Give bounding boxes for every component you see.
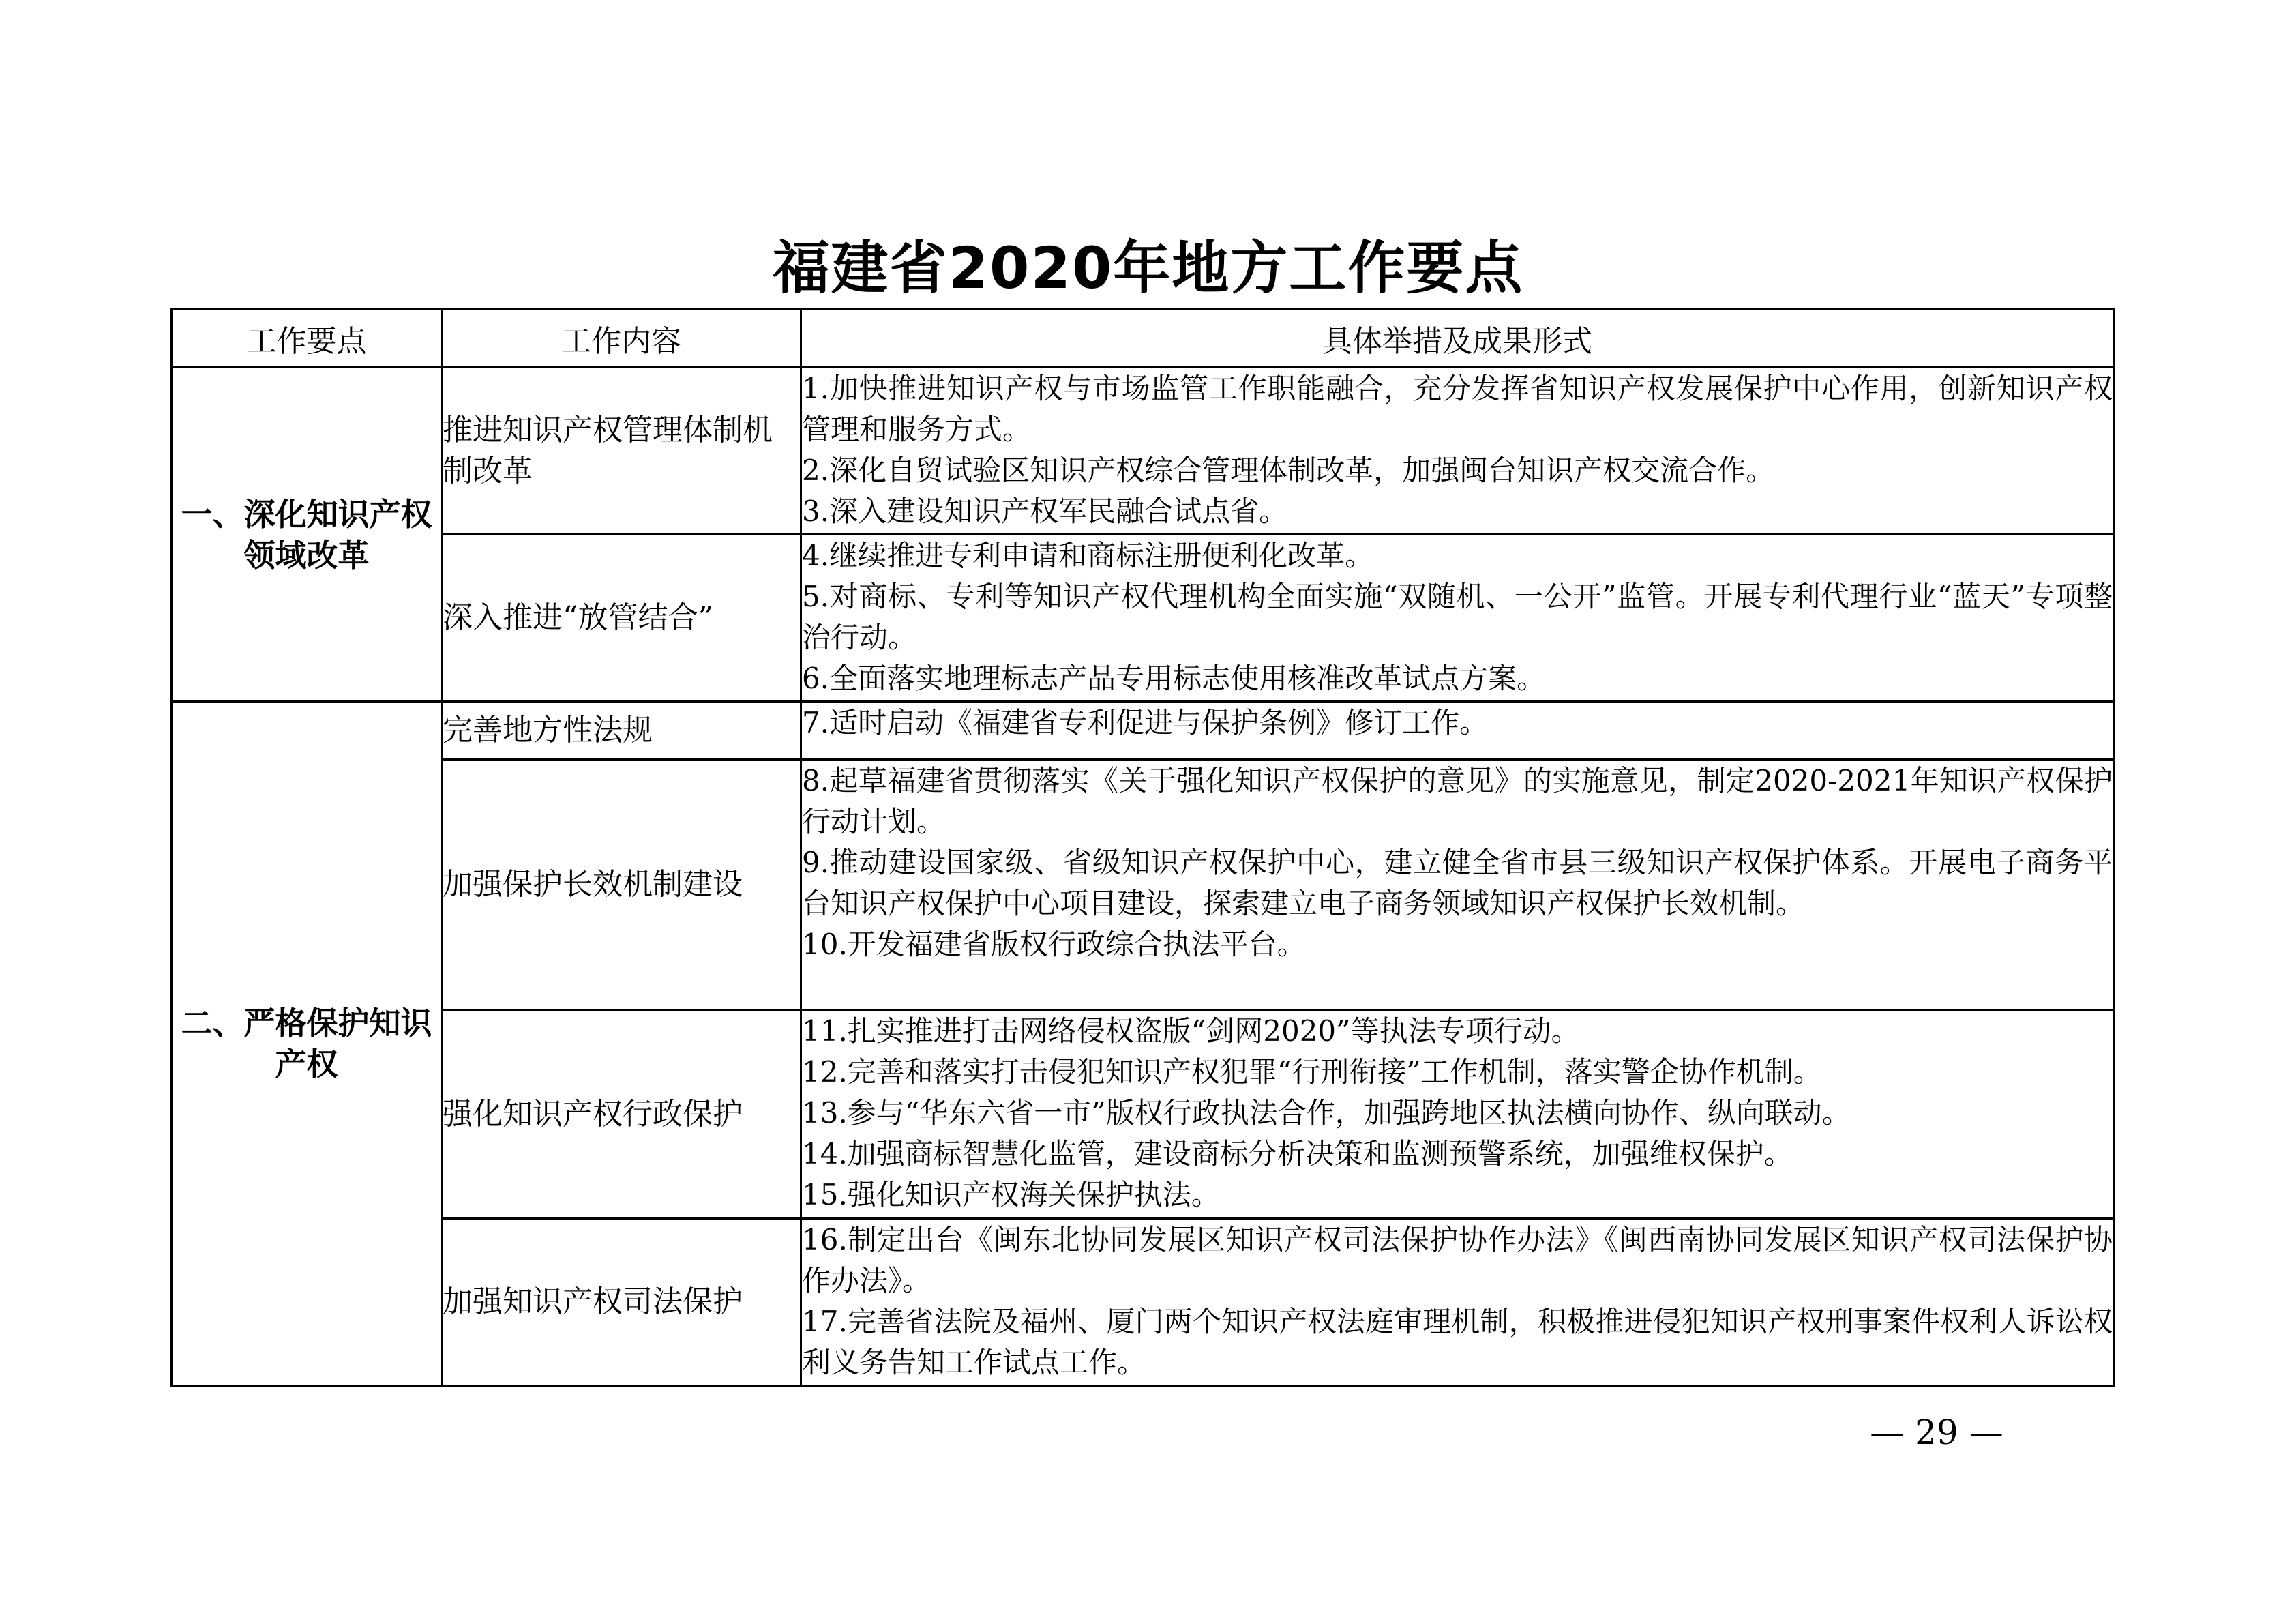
page-title: 福建省2020年地方工作要点 bbox=[772, 235, 1524, 301]
measures-cell bbox=[801, 535, 2114, 702]
measure-item: 14.加强商标智慧化监管，建设商标分析决策和监测预警系统，加强维权保护。 bbox=[802, 1137, 1793, 1170]
measures-cell bbox=[801, 760, 2114, 1010]
work-content-cell: 推进知识产权管理体制机制改革 bbox=[442, 368, 801, 535]
table-row bbox=[172, 535, 2114, 702]
measure-item: 10.开发福建省版权行政综合执法平台。 bbox=[802, 928, 1306, 961]
measure-item: 6.全面落实地理标志产品专用标志使用核准改革试点方案。 bbox=[802, 662, 1546, 695]
measure-item: 2.深化自贸试验区知识产权综合管理体制改革，加强闽台知识产权交流合作。 bbox=[802, 454, 1775, 487]
table-row bbox=[172, 760, 2114, 1010]
table-row bbox=[172, 702, 2114, 760]
work-content-cell: 深入推进“放管结合” bbox=[442, 535, 801, 702]
measure-item: 15.强化知识产权海关保护执法。 bbox=[802, 1178, 1220, 1211]
table-header-row bbox=[172, 310, 2114, 368]
page-number: — 29 — bbox=[1870, 1413, 2003, 1452]
measure-item: 13.参与“华东六省一市”版权行政执法合作，加强跨地区执法横向协作、纵向联动。 bbox=[802, 1096, 1851, 1130]
measure-item: 3.深入建设知识产权军民融合试点省。 bbox=[802, 494, 1288, 528]
measure-item: 8.起草福建省贯彻落实《关于强化知识产权保护的意见》的实施意见，制定2020-2021年知识产权保护行动计划。 bbox=[802, 764, 2113, 838]
measures-cell bbox=[801, 1010, 2114, 1219]
measures-cell bbox=[801, 702, 2114, 760]
table-row bbox=[172, 1010, 2114, 1219]
header-work-point: 工作要点 bbox=[172, 310, 442, 368]
header-measures: 具体举措及成果形式 bbox=[801, 310, 2114, 368]
table-row bbox=[172, 368, 2114, 535]
work-content-cell: 完善地方性法规 bbox=[442, 702, 801, 760]
measures-cell bbox=[801, 1219, 2114, 1386]
measure-item: 1.加快推进知识产权与市场监管工作职能融合，充分发挥省知识产权发展保护中心作用，创新知识产权管理和服务方式。 bbox=[802, 372, 2113, 446]
measure-item: 12.完善和落实打击侵犯知识产权犯罪“行刑衔接”工作机制，落实警企协作机制。 bbox=[802, 1055, 1822, 1089]
work-content-cell: 强化知识产权行政保护 bbox=[442, 1010, 801, 1219]
measures-cell bbox=[801, 368, 2114, 535]
measure-item: 11.扎实推进打击网络侵权盗版“剑网2020”等执法专项行动。 bbox=[802, 1014, 1580, 1048]
work-plan-table bbox=[170, 308, 2115, 1387]
measure-item: 5.对商标、专利等知识产权代理机构全面实施“双随机、一公开”监管。开展专利代理行业“蓝天”专项整治行动。 bbox=[802, 580, 2113, 654]
measure-item: 17.完善省法院及福州、厦门两个知识产权法庭审理机制，积极推进侵犯知识产权刑事案件权利人诉讼权利义务告知工作试点工作。 bbox=[802, 1305, 2113, 1379]
measure-item: 9.推动建设国家级、省级知识产权保护中心，建立健全省市县三级知识产权保护体系。开展电子商务平台知识产权保护中心项目建设，探索建立电子商务领域知识产权保护长效机制。 bbox=[802, 846, 2113, 920]
work-content-cell: 加强保护长效机制建设 bbox=[442, 760, 801, 1010]
header-work-content: 工作内容 bbox=[442, 310, 801, 368]
section-label: 一、深化知识产权领域改革 bbox=[172, 368, 442, 702]
table-row bbox=[172, 1219, 2114, 1386]
section-label: 二、严格保护知识产权 bbox=[172, 702, 442, 1386]
work-content-cell: 加强知识产权司法保护 bbox=[442, 1219, 801, 1386]
measure-item: 4.继续推进专利申请和商标注册便利化改革。 bbox=[802, 539, 1374, 572]
measure-item: 7.适时启动《福建省专利促进与保护条例》修订工作。 bbox=[802, 706, 1489, 739]
measure-item: 16.制定出台《闽东北协同发展区知识产权司法保护协作办法》《闽西南协同发展区知识产权司法保护协作办法》。 bbox=[802, 1223, 2113, 1297]
